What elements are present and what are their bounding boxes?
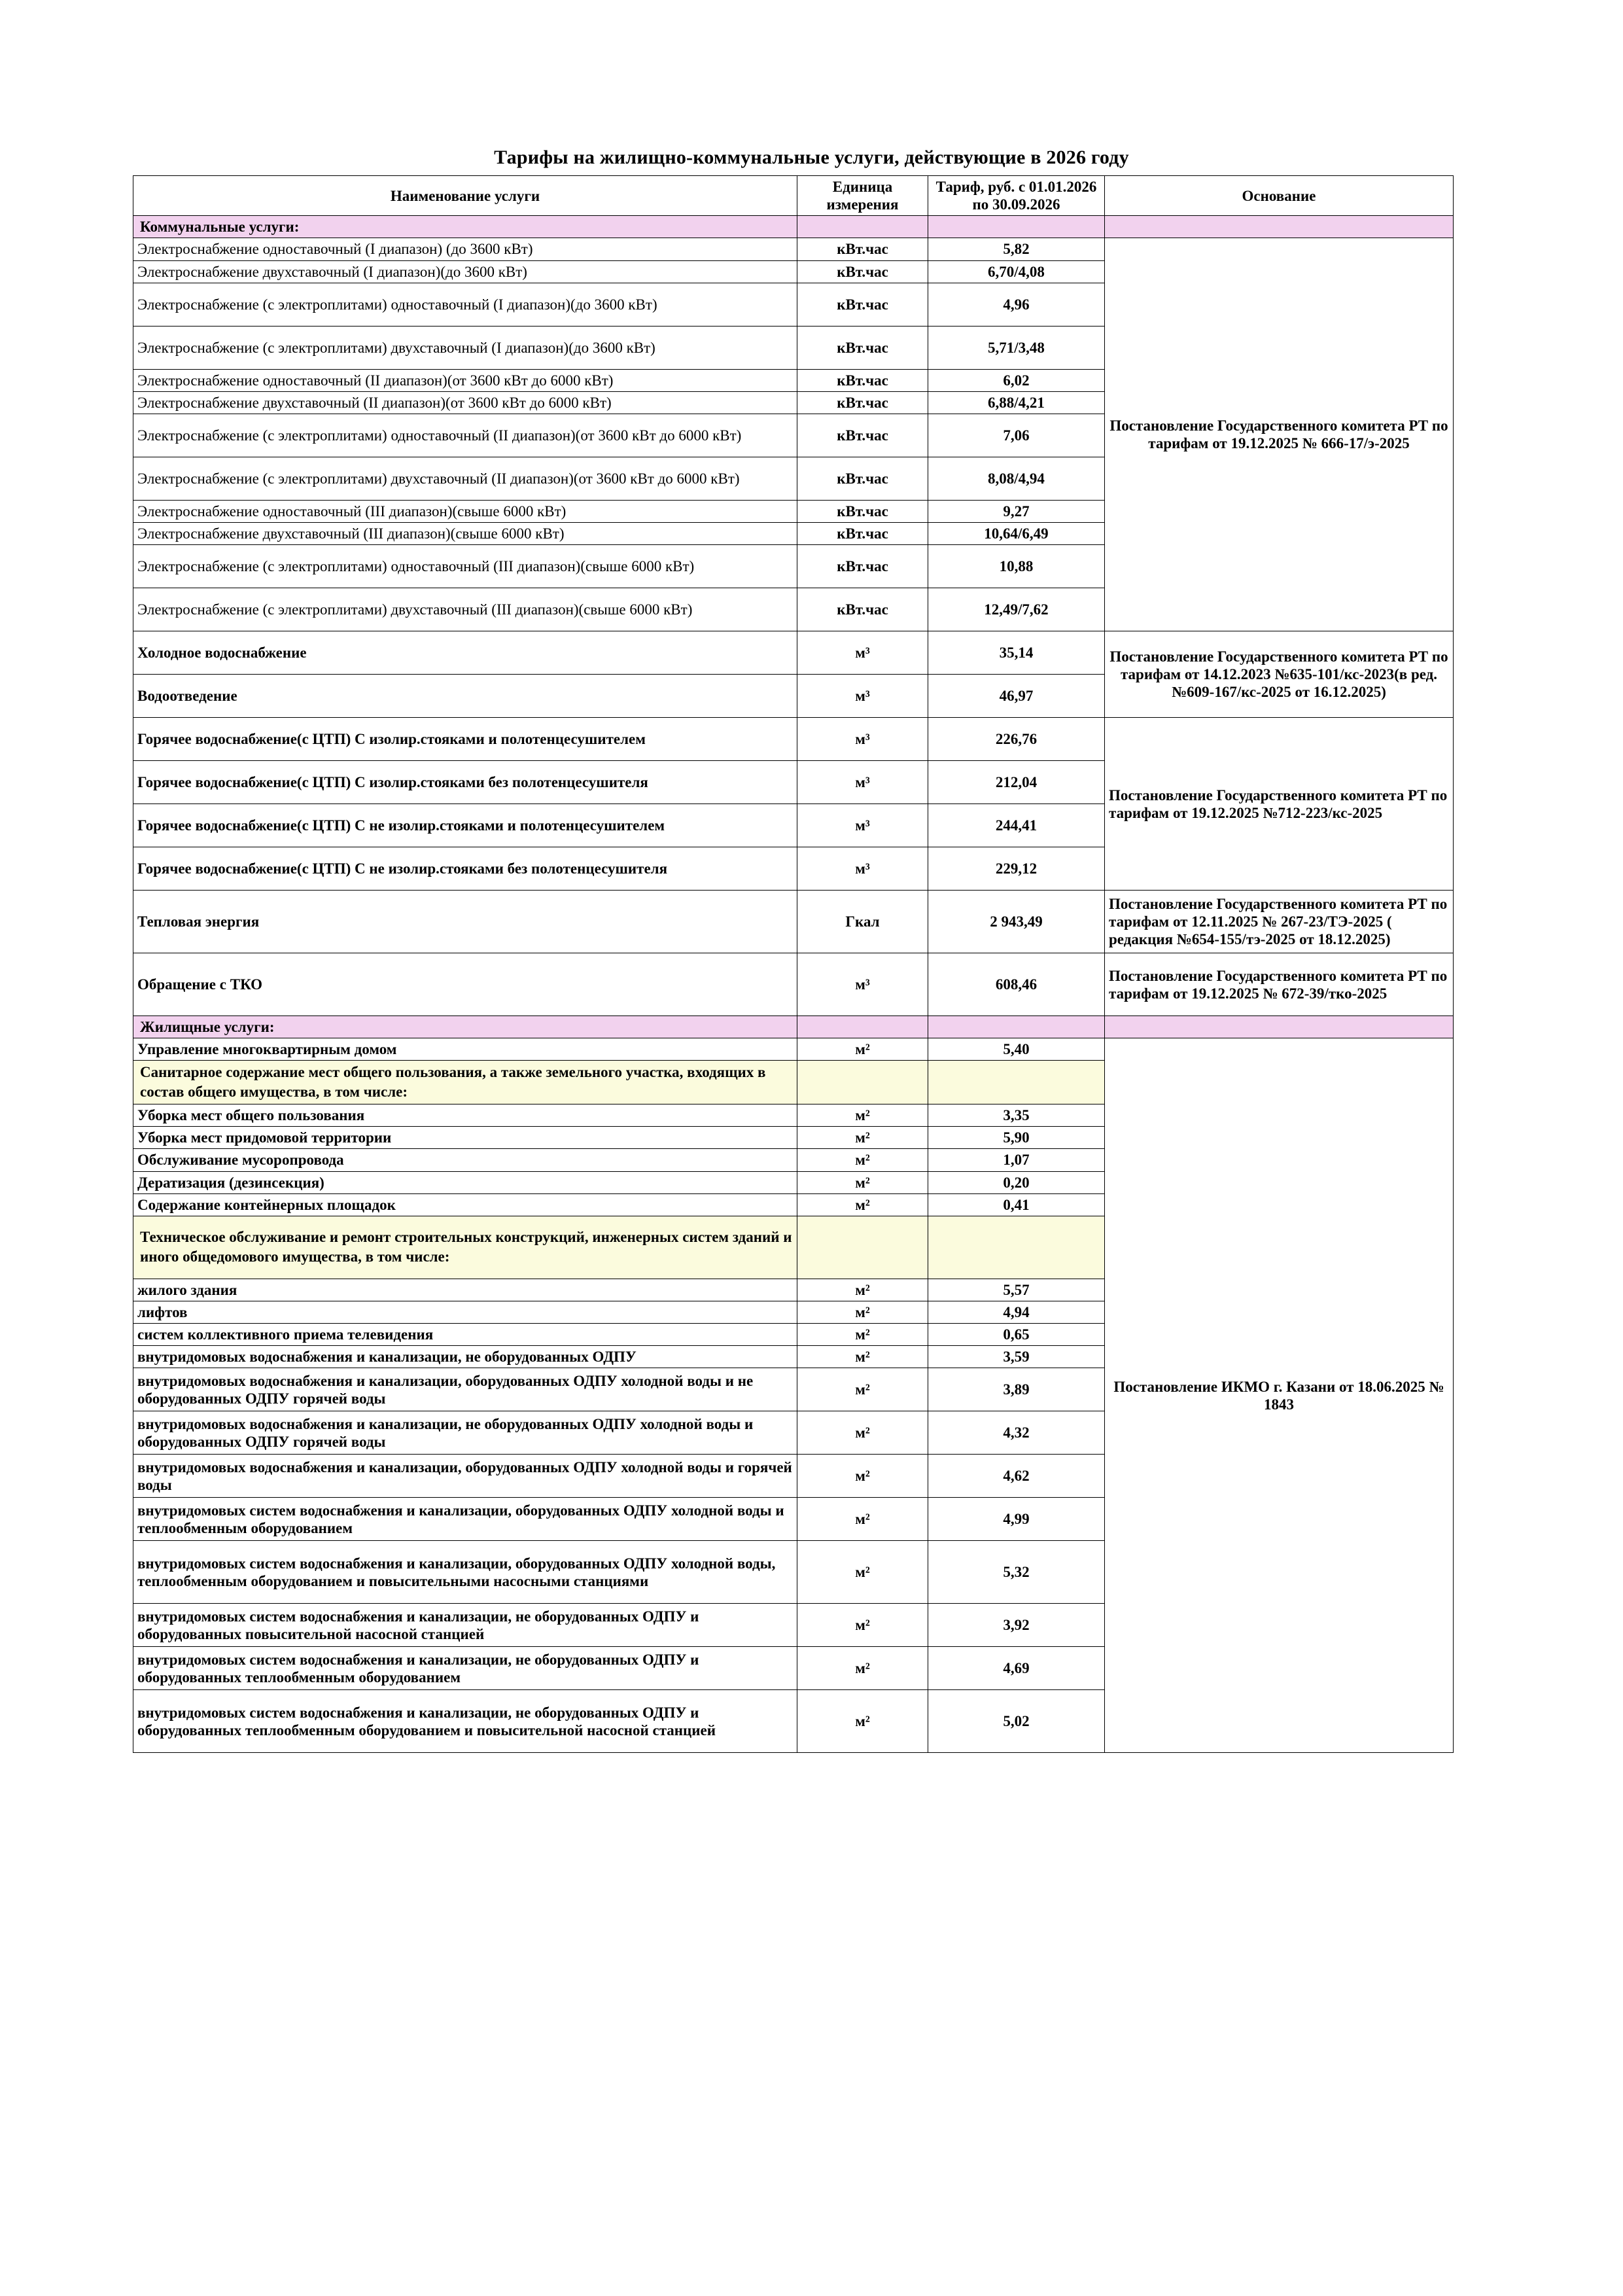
- section-spacer-unit: [797, 1216, 928, 1279]
- section-label-sanitary: Санитарное содержание мест общего пользования, а также земельного участка, входящих в состав общего имущества, в том числе:: [133, 1061, 797, 1104]
- service-unit: м²: [797, 1690, 928, 1753]
- table-row: [133, 1038, 1454, 1061]
- basis-hotwater: Постановление Государственного комитета РТ по тарифам от 19.12.2025 №712-223/кс-2025: [1105, 718, 1454, 891]
- service-tariff: 5,57: [928, 1279, 1105, 1301]
- service-unit: кВт.час: [797, 369, 928, 391]
- service-unit: кВт.час: [797, 457, 928, 500]
- service-tariff: 226,76: [928, 718, 1105, 761]
- service-name: Обращение с ТКО: [133, 953, 797, 1016]
- service-name: внутридомовых систем водоснабжения и канализации, не оборудованных ОДПУ и оборудованных повысительной насосной станцией: [133, 1604, 797, 1647]
- service-tariff: 4,62: [928, 1455, 1105, 1498]
- service-tariff: 4,69: [928, 1647, 1105, 1690]
- service-unit: кВт.час: [797, 545, 928, 588]
- service-unit: м²: [797, 1193, 928, 1216]
- service-tariff: 12,49/7,62: [928, 588, 1105, 631]
- service-unit: м²: [797, 1279, 928, 1301]
- service-tariff: 10,88: [928, 545, 1105, 588]
- service-tariff: 4,94: [928, 1301, 1105, 1323]
- basis-housing: Постановление ИКМО г. Казани от 18.06.2025 № 1843: [1105, 1038, 1454, 1753]
- service-tariff: 6,02: [928, 369, 1105, 391]
- column-header-basis: Основание: [1105, 176, 1454, 216]
- service-unit: м²: [797, 1368, 928, 1411]
- service-name: Горячее водоснабжение(с ЦТП) С не изолир.стояками без полотенцесушителя: [133, 847, 797, 891]
- service-tariff: 229,12: [928, 847, 1105, 891]
- table-body: [133, 216, 1454, 1753]
- section-spacer-unit: [797, 1061, 928, 1104]
- service-unit: м³: [797, 718, 928, 761]
- service-unit: м³: [797, 804, 928, 847]
- basis-heat: Постановление Государственного комитета РТ по тарифам от 12.11.2025 № 267-23/ТЭ-2025 ( редакция №654-155/тэ-2025 от 18.12.2025): [1105, 891, 1454, 953]
- service-unit: кВт.час: [797, 588, 928, 631]
- service-tariff: 3,89: [928, 1368, 1105, 1411]
- service-tariff: 8,08/4,94: [928, 457, 1105, 500]
- column-header-name: Наименование услуги: [133, 176, 797, 216]
- section-label-communal: Коммунальные услуги:: [133, 216, 797, 238]
- page-title: Тарифы на жилищно-коммунальные услуги, действующие в 2026 году: [494, 147, 1129, 168]
- service-tariff: 3,92: [928, 1604, 1105, 1647]
- service-tariff: 4,32: [928, 1411, 1105, 1455]
- service-tariff: 4,99: [928, 1498, 1105, 1541]
- service-unit: м³: [797, 675, 928, 718]
- service-unit: м²: [797, 1411, 928, 1455]
- service-tariff: 46,97: [928, 675, 1105, 718]
- section-spacer-tariff: [928, 1061, 1105, 1104]
- service-unit: м²: [797, 1104, 928, 1127]
- service-name: Уборка мест общего пользования: [133, 1104, 797, 1127]
- service-tariff: 5,90: [928, 1127, 1105, 1149]
- service-name: Электроснабжение (с электроплитами) двухставочный (I диапазон)(до 3600 кВт): [133, 326, 797, 369]
- section-row-communal: [133, 216, 1454, 238]
- service-name: внутридомовых систем водоснабжения и канализации, не оборудованных ОДПУ и оборудованных теплообменным оборудованием: [133, 1647, 797, 1690]
- service-name: Горячее водоснабжение(с ЦТП) С изолир.стояками и полотенцесушителем: [133, 718, 797, 761]
- service-name: Электроснабжение (с электроплитами) одноставочный (III диапазон)(свыше 6000 кВт): [133, 545, 797, 588]
- section-spacer-basis: [1105, 216, 1454, 238]
- basis-electricity: Постановление Государственного комитета РТ по тарифам от 19.12.2025 № 666-17/э-2025: [1105, 238, 1454, 631]
- service-unit: м²: [797, 1346, 928, 1368]
- service-unit: м³: [797, 953, 928, 1016]
- service-tariff: 6,88/4,21: [928, 391, 1105, 414]
- service-unit: кВт.час: [797, 238, 928, 260]
- service-name: Обслуживание мусоропровода: [133, 1149, 797, 1171]
- service-unit: м²: [797, 1127, 928, 1149]
- section-spacer-unit: [797, 216, 928, 238]
- service-tariff: 244,41: [928, 804, 1105, 847]
- table-row: [133, 718, 1454, 761]
- service-name: Водоотведение: [133, 675, 797, 718]
- service-tariff: 9,27: [928, 500, 1105, 522]
- service-tariff: 5,02: [928, 1690, 1105, 1753]
- service-tariff: 3,35: [928, 1104, 1105, 1127]
- service-tariff: 4,96: [928, 283, 1105, 326]
- service-name: внутридомовых водоснабжения и канализации, оборудованных ОДПУ холодной воды и не оборудованных ОДПУ горячей воды: [133, 1368, 797, 1411]
- service-unit: м²: [797, 1324, 928, 1346]
- section-row-housing: [133, 1016, 1454, 1038]
- service-unit: м²: [797, 1604, 928, 1647]
- service-name: Электроснабжение (с электроплитами) двухставочный (III диапазон)(свыше 6000 кВт): [133, 588, 797, 631]
- service-tariff: 0,65: [928, 1324, 1105, 1346]
- service-unit: кВт.час: [797, 500, 928, 522]
- service-unit: м²: [797, 1498, 928, 1541]
- service-tariff: 608,46: [928, 953, 1105, 1016]
- service-tariff: 212,04: [928, 761, 1105, 804]
- service-name: Электроснабжение одноставочный (III диапазон)(свыше 6000 кВт): [133, 500, 797, 522]
- service-tariff: 10,64/6,49: [928, 523, 1105, 545]
- service-unit: м²: [797, 1647, 928, 1690]
- service-unit: кВт.час: [797, 260, 928, 283]
- service-tariff: 5,71/3,48: [928, 326, 1105, 369]
- column-header-unit: Единица измерения: [797, 176, 928, 216]
- section-spacer-tariff: [928, 1016, 1105, 1038]
- service-unit: кВт.час: [797, 523, 928, 545]
- service-unit: кВт.час: [797, 283, 928, 326]
- service-name: Уборка мест придомовой территории: [133, 1127, 797, 1149]
- service-tariff: 6,70/4,08: [928, 260, 1105, 283]
- table-row: [133, 238, 1454, 260]
- section-spacer-basis: [1105, 1016, 1454, 1038]
- table-row: [133, 953, 1454, 1016]
- section-spacer-unit: [797, 1016, 928, 1038]
- service-name: Электроснабжение двухставочный (II диапазон)(от 3600 кВт до 6000 кВт): [133, 391, 797, 414]
- service-unit: м²: [797, 1455, 928, 1498]
- service-unit: м³: [797, 847, 928, 891]
- service-unit: м²: [797, 1038, 928, 1061]
- service-tariff: 0,20: [928, 1171, 1105, 1193]
- service-name: Дератизация (дезинсекция): [133, 1171, 797, 1193]
- service-name: Электроснабжение одноставочный (II диапазон)(от 3600 кВт до 6000 кВт): [133, 369, 797, 391]
- service-name: Горячее водоснабжение(с ЦТП) С не изолир.стояками и полотенцесушителем: [133, 804, 797, 847]
- table-row: [133, 631, 1454, 675]
- service-name: лифтов: [133, 1301, 797, 1323]
- table-header: [133, 176, 1454, 216]
- service-name: Управление многоквартирным домом: [133, 1038, 797, 1061]
- service-tariff: 2 943,49: [928, 891, 1105, 953]
- service-name: Холодное водоснабжение: [133, 631, 797, 675]
- service-unit: м²: [797, 1541, 928, 1604]
- section-spacer-tariff: [928, 1216, 1105, 1279]
- service-name: Электроснабжение (с электроплитами) одноставочный (II диапазон)(от 3600 кВт до 6000 кВт): [133, 414, 797, 457]
- service-name: Горячее водоснабжение(с ЦТП) С изолир.стояками без полотенцесушителя: [133, 761, 797, 804]
- service-unit: Гкал: [797, 891, 928, 953]
- service-unit: м²: [797, 1149, 928, 1171]
- service-name: внутридомовых систем водоснабжения и канализации, оборудованных ОДПУ холодной воды, теплообменным оборудованием и повысительными насосными станциями: [133, 1541, 797, 1604]
- service-name: систем коллективного приема телевидения: [133, 1324, 797, 1346]
- table-row: [133, 891, 1454, 953]
- service-name: Электроснабжение одноставочный (I диапазон) (до 3600 кВт): [133, 238, 797, 260]
- service-unit: м³: [797, 761, 928, 804]
- service-name: жилого здания: [133, 1279, 797, 1301]
- basis-tko: Постановление Государственного комитета РТ по тарифам от 19.12.2025 № 672-39/тко-2025: [1105, 953, 1454, 1016]
- service-name: внутридомовых водоснабжения и канализации, оборудованных ОДПУ холодной воды и горячей воды: [133, 1455, 797, 1498]
- tariff-table: [133, 175, 1454, 1753]
- service-unit: кВт.час: [797, 326, 928, 369]
- service-name: внутридомовых водоснабжения и канализации, не оборудованных ОДПУ: [133, 1346, 797, 1368]
- service-tariff: 0,41: [928, 1193, 1105, 1216]
- service-unit: м³: [797, 631, 928, 675]
- service-tariff: 35,14: [928, 631, 1105, 675]
- service-name: Электроснабжение (с электроплитами) двухставочный (II диапазон)(от 3600 кВт до 6000 кВт): [133, 457, 797, 500]
- service-unit: м²: [797, 1171, 928, 1193]
- service-unit: кВт.час: [797, 391, 928, 414]
- service-name: внутридомовых водоснабжения и канализации, не оборудованных ОДПУ холодной воды и оборудованных ОДПУ горячей воды: [133, 1411, 797, 1455]
- service-tariff: 1,07: [928, 1149, 1105, 1171]
- service-name: внутридомовых систем водоснабжения и канализации, оборудованных ОДПУ холодной воды и теплообменным оборудованием: [133, 1498, 797, 1541]
- service-tariff: 3,59: [928, 1346, 1105, 1368]
- service-name: Электроснабжение двухставочный (I диапазон)(до 3600 кВт): [133, 260, 797, 283]
- service-unit: м²: [797, 1301, 928, 1323]
- service-tariff: 5,40: [928, 1038, 1105, 1061]
- service-name: Содержание контейнерных площадок: [133, 1193, 797, 1216]
- service-name: Электроснабжение двухставочный (III диапазон)(свыше 6000 кВт): [133, 523, 797, 545]
- service-name: внутридомовых систем водоснабжения и канализации, не оборудованных ОДПУ и оборудованных теплообменным оборудованием и повысительной насосной станцией: [133, 1690, 797, 1753]
- service-tariff: 7,06: [928, 414, 1105, 457]
- section-spacer-tariff: [928, 216, 1105, 238]
- column-header-tariff: Тариф, руб. с 01.01.2026 по 30.09.2026: [928, 176, 1105, 216]
- section-label-technical: Техническое обслуживание и ремонт строительных конструкций, инженерных систем зданий и иного общедомового имущества, в том числе:: [133, 1216, 797, 1279]
- table-header-row: [133, 176, 1454, 216]
- service-unit: кВт.час: [797, 414, 928, 457]
- service-tariff: 5,32: [928, 1541, 1105, 1604]
- section-label-housing: Жилищные услуги:: [133, 1016, 797, 1038]
- basis-water: Постановление Государственного комитета РТ по тарифам от 14.12.2023 №635-101/кс-2023(в ред.№609-167/кс-2025 от 16.12.2025): [1105, 631, 1454, 718]
- service-name: Тепловая энергия: [133, 891, 797, 953]
- service-tariff: 5,82: [928, 238, 1105, 260]
- service-name: Электроснабжение (с электроплитами) одноставочный (I диапазон)(до 3600 кВт): [133, 283, 797, 326]
